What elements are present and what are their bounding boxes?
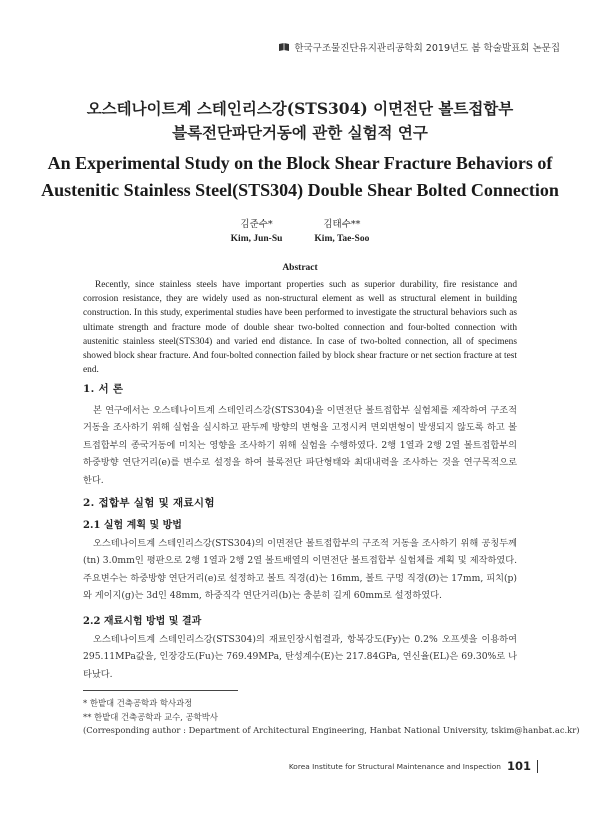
book-icon xyxy=(278,42,290,52)
section-2-1-heading: 2.1 실험 계획 및 방법 xyxy=(83,520,182,531)
footnotes xyxy=(83,697,580,738)
footer-divider xyxy=(537,760,538,773)
author-2-korean: 김태수** xyxy=(323,219,361,230)
author-1-korean: 김준수* xyxy=(240,219,273,230)
page-number: 101 xyxy=(506,759,531,773)
page-footer xyxy=(289,759,538,773)
abstract-heading: Abstract xyxy=(282,263,318,273)
author-2 xyxy=(314,217,369,247)
author-2-english: Kim, Tae-Soo xyxy=(314,234,370,244)
english-title-line2: Austenitic Stainless Steel(STS304) Double Shear Bolted Connection xyxy=(41,180,559,200)
footer-organization: Korea Institute for Structural Maintenance and Inspection xyxy=(288,761,501,771)
abstract-body: Recently, since stainless steels have important properties such as superior durability, fire resistance and corrosion resistance, they are widely used as non-structural element as well as structural element in building construction. In this study, experimental studies have been performed to investigate the structural behaviors such as ultimate strength and fracture mode of double shear two-bolted connection and four-bolted connection with austenitic stainless steel(STS304) and varied end distance. In case of two-bolted connection, all of specimens showed block shear fracture. And four-bolted connection failed by block shear fracture or net section fracture at test end. xyxy=(83,280,517,376)
english-title xyxy=(0,150,600,204)
footnote-divider xyxy=(83,690,238,691)
section-2-2-body: 오스테나이트계 스테인리스강(STS304)의 재료인장시험결과, 항복강도(Fy)는 0.2% 오프셋을 이용하여 295.11MPa값을, 인장강도(Fu)는 769.49MPa, 탄성계수(E)는 217.84GPa, 연신율(EL)은 69.30%로 나타났다. xyxy=(83,634,517,680)
english-title-line1: An Experimental Study on the Block Shear Fracture Behaviors of xyxy=(47,153,553,173)
section-1-body: 본 연구에서는 오스테나이트계 스테인리스강(STS304)을 이면전단 볼트접합부 실험체를 제작하여 구조적 거동을 조사하기 위해 실험을 실시하고 판두께 방향의 변형을 고정시켜 면외변형이 발생되지 않도록 하고 볼트접합부의 종국거동에 미치는 영향을 조사하기 위해 실험을 수행하였다. 2행 1열과 2행 2열 볼트접합부의 하중방향 연단거리(e)를 변수로 설정을 하여 블록전단 파단형태와 최대내력을 조사하는 것을 연구목적으로 한다. xyxy=(83,405,517,486)
section-2-2-heading: 2.2 재료시험 방법 및 결과 xyxy=(83,616,202,627)
section-2-heading: 2. 접합부 실험 및 재료시험 xyxy=(83,497,215,509)
journal-header xyxy=(278,40,560,54)
footnote-1: * 한밭대 건축공학과 학사과정 xyxy=(83,698,193,708)
footnote-3: (Corresponding author : Department of Architectural Engineering, Hanbat National University, tskim@hanbat.ac.kr) xyxy=(83,725,580,735)
korean-title-line2: 블록전단파단거동에 관한 실험적 연구 xyxy=(172,123,428,142)
author-1 xyxy=(231,217,283,247)
footnote-2: ** 한밭대 건축공학과 교수, 공학박사 xyxy=(83,711,218,722)
author-list xyxy=(0,217,600,247)
section-1-heading: 1. 서 론 xyxy=(83,383,124,395)
journal-title: 한국구조물진단유지관리공학회 2019년도 봄 학술발표회 논문집 xyxy=(294,43,560,54)
korean-title xyxy=(0,97,600,145)
korean-title-line1: 오스테나이트계 스테인리스강(STS304) 이면전단 볼트접합부 xyxy=(86,99,514,118)
section-2-1-body: 오스테나이트계 스테인리스강(STS304)의 이면전단 볼트접합부의 구조적 거동을 조사하기 위해 공칭두께(tn) 3.0mm인 평판으로 2행 1열과 2행 2열 볼트배열의 이면전단 볼트접합부 실험체를 계획 및 제작하였다. 주요변수는 하중방향 연단거리(e)로 설정하고 볼트 직경(d)는 16mm, 볼트 구멍 직경(Ø)는 17mm, 피치(p)와 게이지(g)는 3d인 48mm, 하중직각 연단거리(b)는 충분히 길게 60mm로 설정하였다. xyxy=(83,538,517,602)
author-1-english: Kim, Jun-Su xyxy=(230,234,283,244)
